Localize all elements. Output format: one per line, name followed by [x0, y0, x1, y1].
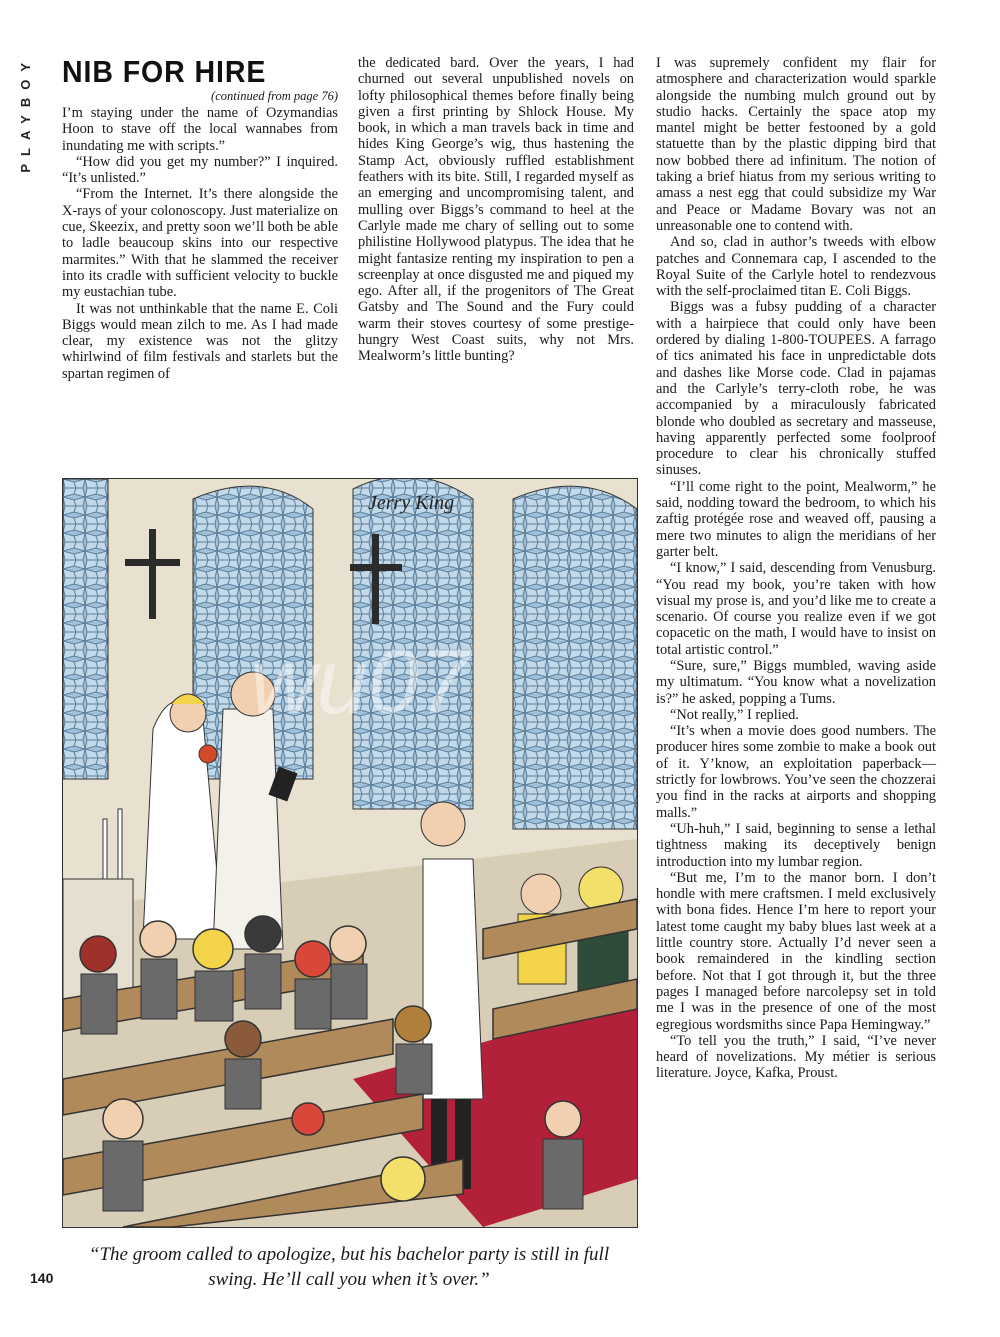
- watermark: wu07: [250, 631, 470, 733]
- paragraph: “I’ll come right to the point, Mealworm,” he said, nodding toward the bedroom, to which his zaftig protégée rose and weaved off, pausing a mere two minutes to align the meridians of her garter belt.: [656, 478, 936, 560]
- paragraph: the dedicated bard. Over the years, I had churned out several unpublished novels on lofty philosophical themes before finally being given a first printing by Shlock House. My book, in which a man travels back in time and hides King George’s wig, thus hastening the Stamp Act, obviously ruffled establishment feathers with its bite. Still, I regarded myself as an emerging and uncompromising talent, and mulling over Biggs’s command to heel at the Carlyle made me chary of selling out to some philistine Hollywood platypus. The idea that he might fantasize renting my inspiration to pen a screenplay at once disgusted me and piqued my ego. After all, if the progenitors of The Great Gatsby and The Sound and the Fury could warm their stoves courtesy of some prestige-hungry West Coast suits, why not Mrs. Mealworm’s little bunting?: [358, 55, 634, 365]
- paragraph: I was supremely confident my flair for atmosphere and characterization would sparkle alongside the numbing mulch ground out by studio hacks. Certainly the space atop my mantel might be better festooned by a gold statuette than by the plastic dipping bird that now bobbed there ad infinitum. The notion of taking a brief hiatus from my serious writing to amass a nest egg that could subsidize my War and Peace or Madame Bovary was not an unreasonable one to contend with.: [656, 55, 936, 234]
- paragraph: “How did you get my number?” I inquired. “It’s unlisted.”: [62, 153, 338, 187]
- paragraph: “Not really,” I replied.: [670, 706, 799, 723]
- article-column-3: [656, 55, 936, 1082]
- article-column-1: [62, 55, 338, 382]
- cartoon-caption: “The groom called to apologize, but his bachelor party is still in full swing. He’ll call you when it’s over.”: [88, 1244, 610, 1290]
- article-column-2: [358, 55, 634, 365]
- paragraph: Biggs was a fubsy pudding of a character with a hairpiece that could only have been ordered by dialing 1-800-TOUPEES. A farrago of tics animated his face in unpredictable dots and dashes like Morse code. Clad in pajamas and the Carlyle’s terry-cloth robe, he was accompanied by a miraculously fabricated blonde who doubled as secretary and masseuse, having apparently perfected some foolproof procedure to clear his chronically stuffed sinuses.: [656, 299, 936, 479]
- paragraph: “But me, I’m to the manor born. I don’t hondle with mere craftsmen. I meld exclusively with bona fides. Hence I’m here to report your latest tome caught my baby blues last week at a little country store. Actually I’d never seen a book remaindered in the kindling section before. Not that I got through it, but the three pages I managed before narcolepsy set in told me I was in the presence of one of the most egregious wordsmiths since Papa Hemingway.”: [656, 869, 936, 1033]
- paragraph: “It’s when a movie does good numbers. The producer hires some zombie to make a book out of it. Y’know, an exploitation paperback—strictly for lowbrows. You’ve seen the chozzerai you find in the racks at airports and shopping malls.”: [656, 723, 936, 821]
- cartoon-illustration: [62, 478, 638, 1228]
- magazine-side-label: PLAYBOY: [18, 55, 33, 173]
- paragraph: “To tell you the truth,” I said, “I’ve never heard of novelizations. My métier is serious literature. Joyce, Kafka, Proust.: [656, 1032, 936, 1082]
- paragraph: “Sure, sure,” Biggs mumbled, waving aside my ultimatum. “You know what a novelization is?” he asked, popping a Tums.: [656, 657, 936, 707]
- page-number: 140: [30, 1270, 54, 1286]
- paragraph: “From the Internet. It’s there alongside the X-rays of your colonoscopy. Just materialize on cue, Skeezix, and pretty soon we’ll both be able to ladle beaucoup skins into our respective marmites.” With that he slammed the receiver into its cradle with sufficient velocity to buckle my eustachian tube.: [62, 186, 338, 301]
- paragraph: I’m staying under the name of Ozymandias Hoon to stave off the local wannabes from inundating me with scripts.”: [62, 105, 338, 154]
- article-title: NIB FOR HIRE: [62, 54, 267, 89]
- paragraph: And so, clad in author’s tweeds with elbow patches and Connemara cap, I ascended to the Royal Suite of the Carlyle hotel to rendezvous with the self-proclaimed titan E. Coli Biggs.: [656, 234, 936, 300]
- continued-note: (continued from page 76): [211, 89, 338, 103]
- cartoon-signature: Jerry King: [368, 492, 455, 514]
- paragraph: It was not unthinkable that the name E. Coli Biggs would mean zilch to me. As I had made clear, my existence was not the glitzy whirlwind of film festivals and starlets but the spartan regimen of: [62, 300, 338, 382]
- paragraph: “I know,” I said, descending from Venusburg. “You read my book, you’re taken with how visual my prose is, and you’d like me to create a scenario. Of course you realize even if we got copacetic on the math, I would have to insist on total artistic control.”: [656, 560, 936, 658]
- paragraph: “Uh-huh,” I said, beginning to sense a lethal tightness making its deceptively benign introduction into my lumbar region.: [656, 820, 936, 870]
